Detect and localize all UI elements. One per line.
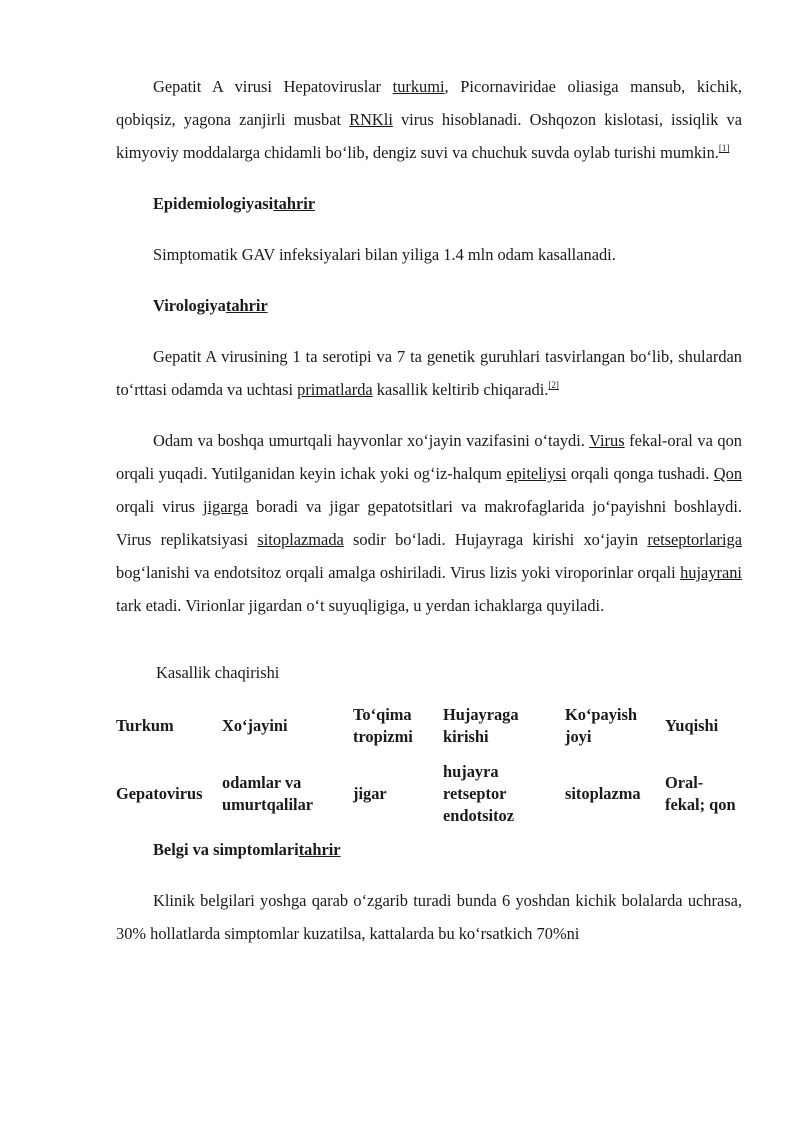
table-header-row [116,697,742,755]
paragraph-intro [116,70,742,169]
table-row [116,755,742,833]
text: Gepatit A virusi Hepatoviruslar [153,77,393,96]
link-rnkli[interactable]: RNKli [349,110,393,129]
paragraph-transmission [116,424,742,622]
heading-symptoms [116,833,742,866]
text: kasallik keltirib chiqaradi. [372,380,549,399]
heading-text: Epidemiologiyasi [153,194,274,213]
link-turkumi[interactable]: turkumi [392,77,445,96]
header-yuqishi: Yuqishi [665,716,719,735]
edit-link[interactable]: tahrir [298,840,341,859]
cell-hujayraga-kirishi: hujayra retseptor endotsitoz [443,762,515,825]
edit-link[interactable]: tahrir [225,296,268,315]
cell-kopayish-joyi: sitoplazma [565,784,641,803]
cell-toqima-tropizmi: jigar [353,784,387,803]
text: , Picornaviridae oliasiga mansub, kichik, qobiqsiz, yagona zanjirli musbat [116,77,742,129]
cell-turkum: Gepatovirus [116,784,203,803]
text: boradi va jigar gepatotsitlari va makrofaglarida jo‘payishni boshlaydi. Virus replikatsiyasi [116,497,742,549]
cell-xojayini: odamlar va umurtqalilar [222,773,314,814]
document-page [116,70,742,950]
link-epiteliysi[interactable]: epiteliysi [506,464,567,483]
disease-table [116,697,742,833]
heading-text: Belgi va simptomlari [153,840,299,859]
text: sodir bo‘ladi. Hujayraga kirishi xo‘jayin [343,530,648,549]
text: virus hisoblanadi. Oshqozon kislotasi, issiqlik va kimyoviy moddalarga chidamli bo‘lib, dengiz suvi va chuchuk suvda oylab turishi mumkin. [116,110,742,162]
link-sitoplazmada[interactable]: sitoplazmada [257,530,344,549]
text: tark etadi. Virionlar jigardan o‘t suyuqligiga, u yerdan ichaklarga quyiladi. [116,596,605,615]
text: Odam va boshqa umurtqali hayvonlar xo‘jayin vazifasini o‘taydi. [153,431,590,450]
link-jigarga[interactable]: jigarga [202,497,249,516]
heading-text: Virologiya [153,296,226,315]
text: bog‘lanishi va endotsitoz orqali amalga oshiriladi. Virus lizis yoki viroporinlar orqali [116,563,681,582]
heading-epidemiology [116,187,742,220]
cell-yuqishi: Oral-fekal; qon [665,773,736,814]
header-toqima-tropizmi: To‘qima tropizmi [353,705,413,746]
text: Gepatit A virusining 1 ta serotipi va 7 ta genetik guruhlari tasvirlangan bo‘lib, shulardan to‘rttasi odamda va uchtasi [116,347,742,399]
paragraph-virology [116,340,742,406]
header-kopayish-joyi: Ko‘payish joyi [565,705,637,746]
link-primatlarda[interactable]: primatlarda [297,380,373,399]
edit-link[interactable]: tahrir [273,194,316,213]
link-retseptorlariga[interactable]: retseptorlariga [647,530,742,549]
table-caption: Kasallik chaqirishi [156,663,280,682]
reference-1[interactable]: [1] [718,143,730,153]
text: orqali virus [116,497,203,516]
paragraph-epidemiology: Simptomatik GAV infeksiyalari bilan yiliga 1.4 mln odam kasallanadi. [153,245,616,264]
text: fekal-oral va qon orqali yuqadi. Yutilganidan keyin ichak yoki og‘iz-halqum [116,431,742,483]
header-hujayraga-kirishi: Hujayraga kirishi [443,705,519,746]
link-virus[interactable]: Virus [589,431,625,450]
reference-2[interactable]: [2] [548,380,559,390]
text: orqali qonga tushadi. [566,464,714,483]
header-turkum: Turkum [116,716,174,735]
paragraph-symptoms: Klinik belgilari yoshga qarab o‘zgarib turadi bunda 6 yoshdan kichik bolalarda uchrasa, 30% hollatlarda simptomlar kuzatilsa, kattalarda bu ko‘rsatkich 70%ni [116,891,742,943]
heading-virology [116,289,742,322]
link-qon[interactable]: Qon [713,464,743,483]
header-xojayini: Xo‘jayini [222,716,288,735]
link-hujayrani[interactable]: hujayrani [680,563,742,582]
